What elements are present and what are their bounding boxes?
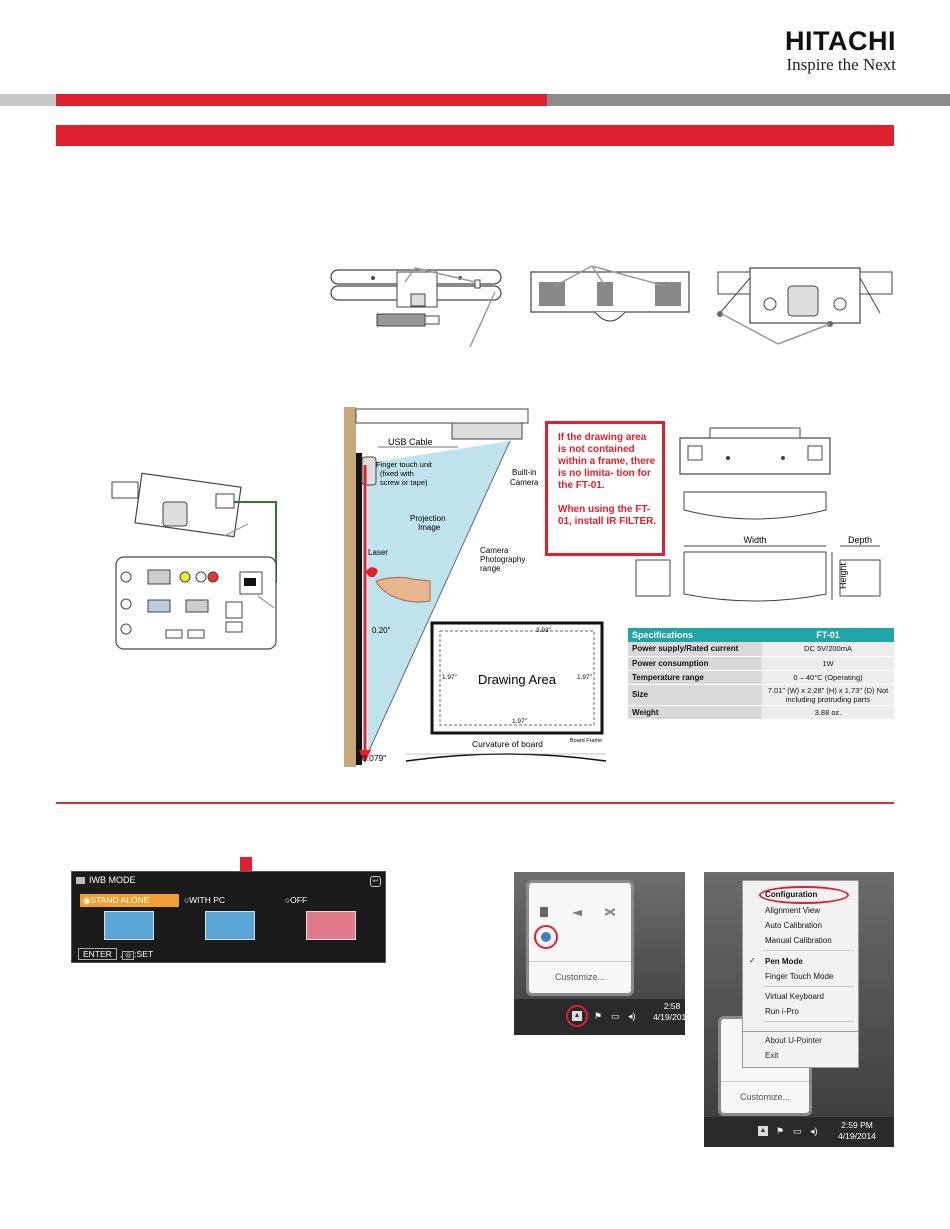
specifications-table: [628, 628, 894, 720]
brand-logo: [736, 26, 896, 74]
option-label: ◉STAND ALONE: [80, 894, 179, 907]
iwb-footer: ENTER , ◎ :SET: [78, 949, 153, 959]
curvature-label: Curvature of board: [472, 739, 543, 749]
dim-right-label: 1.97": [577, 674, 592, 681]
gap-label: 0.20": [372, 626, 391, 635]
note-para-1: If the drawing area is not contained within a frame, there is no limita- tion for the FT-01.: [558, 432, 656, 491]
table-row: [628, 670, 894, 684]
taskbar: [514, 999, 691, 1035]
projector-connection-diagram: [108, 462, 288, 657]
tray-clock[interactable]: [652, 1001, 692, 1023]
spec-header-row: [628, 628, 894, 642]
menu-icon: [76, 877, 85, 884]
projection-label-1: Projection: [410, 514, 446, 523]
iwb-title-text: IWB MODE: [89, 875, 136, 885]
chevron-up-icon[interactable]: ▲: [573, 1012, 581, 1019]
depth-label: Depth: [847, 535, 873, 545]
laser-label: Laser: [368, 548, 389, 557]
dim-bottom-label: 1.97": [512, 718, 527, 725]
unit-back-illustration: [710, 258, 900, 348]
u-pointer-context-menu: [742, 880, 859, 1032]
finger-touch-label-2: (fixed with: [380, 469, 414, 478]
menu-item-finger-touch-mode[interactable]: Finger Touch Mode: [765, 972, 834, 981]
clock-time: 2:58: [663, 1001, 681, 1011]
menu-item-alignment-view[interactable]: Alignment View: [765, 906, 820, 915]
stand-alone-icon: [104, 911, 154, 940]
with-pc-icon: [205, 911, 255, 940]
brand-tagline: Inspire the Next: [786, 55, 896, 74]
menu-item-exit[interactable]: Exit: [765, 1051, 779, 1060]
table-row: [628, 642, 894, 656]
option-label: ○WITH PC: [184, 895, 226, 905]
spec-header-model: FT-01: [762, 628, 894, 642]
flag-icon[interactable]: ⚑: [776, 1126, 785, 1136]
clock-date: 4/19/2014: [653, 1012, 691, 1022]
dimension-drawings: [628, 410, 898, 620]
context-menu-bottom: [742, 1032, 859, 1068]
camera-label-1: Built-in: [512, 468, 537, 477]
table-row: [628, 656, 894, 670]
menu-item-run-i-pro[interactable]: Run i-Pro: [765, 1007, 799, 1016]
spec-label: Power supply/Rated current: [628, 642, 762, 656]
spec-label: Temperature range: [628, 670, 762, 684]
header-band-right: [547, 94, 950, 106]
menu-item-pen-mode[interactable]: Pen Mode: [765, 957, 803, 966]
finger-touch-label-3: screw or tape): [380, 478, 428, 487]
tray-overflow-popup: [526, 880, 634, 996]
menu-item-manual-calibration[interactable]: Manual Calibration: [765, 936, 832, 945]
camera-label-2: Camera: [510, 478, 539, 487]
customize-link[interactable]: Customize...: [529, 961, 631, 993]
spec-value: 0 – 40°C (Operating): [762, 670, 894, 684]
brand-name: HITACHI: [785, 26, 896, 56]
option-with-pc[interactable]: [181, 894, 280, 946]
option-stand-alone[interactable]: [80, 894, 179, 946]
header-band-left: [0, 94, 56, 106]
spec-value: 3.88 oz.: [762, 705, 894, 719]
taskbar: [704, 1117, 894, 1147]
clock-date: 4/19/2014: [838, 1131, 876, 1141]
unit-filter-illustration: [525, 262, 695, 332]
spec-value: 1W: [762, 656, 894, 670]
checkmark-icon: ✓: [749, 956, 756, 965]
customize-link[interactable]: Customize...: [721, 1081, 809, 1113]
network-icon[interactable]: ▭: [611, 1011, 620, 1021]
spec-value: 7.01" (W) x 2.28" (H) x 1.73" (D) Not including protruding parts: [762, 684, 894, 705]
tray-icons: [535, 901, 630, 951]
unit-front-illustration: [325, 262, 515, 352]
menu-item-configuration[interactable]: Configuration: [765, 890, 818, 899]
spec-label: Power consumption: [628, 656, 762, 670]
menu-separator: [763, 950, 854, 951]
option-label: ○OFF: [285, 895, 308, 905]
iwb-mode-menu: [71, 871, 386, 963]
section-title-bar: [56, 125, 894, 146]
volume-icon[interactable]: ◂): [628, 1011, 636, 1021]
dim-left-label: 1.97": [442, 674, 457, 681]
note-para-2: When using the FT-01, install IR FILTER.: [558, 504, 657, 527]
table-row: [628, 705, 894, 719]
projection-label-2: Image: [418, 523, 441, 532]
camera-range-label-2: Photography: [480, 555, 526, 564]
section-divider: [56, 802, 894, 804]
chevron-up-icon[interactable]: ▲: [759, 1127, 767, 1134]
table-row: [628, 684, 894, 705]
usb-cable-label: USB Cable: [388, 437, 433, 447]
tray-clock[interactable]: [832, 1120, 882, 1142]
option-off[interactable]: [282, 894, 381, 946]
menu-separator: [763, 1021, 854, 1022]
menu-item-virtual-keyboard[interactable]: Virtual Keyboard: [765, 992, 824, 1001]
close-icon[interactable]: ↩: [370, 876, 381, 887]
set-label: SET: [136, 949, 154, 959]
menu-separator: [763, 986, 854, 987]
clock-time: 2:59 PM: [841, 1120, 873, 1130]
spec-header-label: Specifications: [628, 628, 762, 642]
network-icon[interactable]: ▭: [793, 1126, 802, 1136]
enter-key: ENTER: [78, 948, 117, 960]
volume-icon[interactable]: ◂): [810, 1126, 818, 1136]
height-label: Height: [838, 562, 848, 590]
drawing-area-label: Drawing Area: [477, 672, 557, 687]
set-key-icon: ◎: [122, 951, 134, 960]
camera-range-label-3: range: [480, 564, 501, 573]
spec-label: Weight: [628, 705, 762, 719]
board-frame-label: Board Frame: [570, 738, 603, 744]
menu-item-about[interactable]: About U-Pointer: [765, 1036, 822, 1045]
camera-range-label-1: Camera: [480, 546, 509, 555]
spec-value: DC 5V/200mA: [762, 642, 894, 656]
tray-screenshot-2: [704, 872, 894, 1147]
iwb-title: [76, 875, 136, 885]
off-icon: [306, 911, 356, 940]
finger-touch-label-1: Finger touch unit: [376, 460, 432, 469]
flag-icon[interactable]: ⚑: [594, 1011, 603, 1021]
spec-label: Size: [628, 684, 762, 705]
width-label: Width: [743, 535, 767, 545]
tray-screenshot-1: [514, 872, 691, 1035]
header-band-red: [56, 94, 547, 106]
menu-item-auto-calibration[interactable]: Auto Calibration: [765, 921, 822, 930]
dim-top-label: 3.93": [536, 627, 551, 634]
curvature-value: 0.079": [362, 753, 387, 763]
